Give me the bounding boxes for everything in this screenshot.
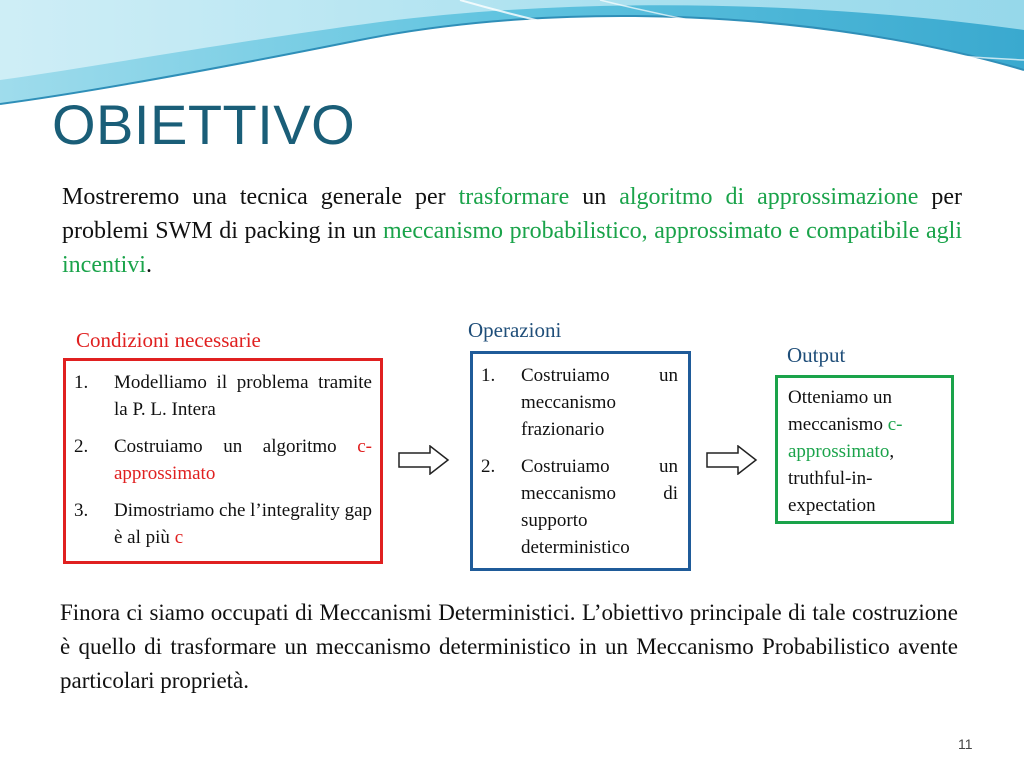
list-item-text: Costruiamo un meccanismo di supporto deterministico xyxy=(521,456,678,558)
output-box xyxy=(775,375,954,524)
list-item xyxy=(74,497,372,551)
list-item-number: 2. xyxy=(481,456,496,477)
intro-text-2: un xyxy=(569,184,620,210)
intro-text-3: per problemi SWM di packing in un xyxy=(62,184,962,244)
intro-paragraph xyxy=(62,180,962,282)
output-label: Output xyxy=(787,343,846,367)
list-item-number: 2. xyxy=(74,436,89,457)
operations-list xyxy=(481,362,678,561)
conditions-box xyxy=(63,358,383,564)
conditions-label: Condizioni necessarie xyxy=(76,328,261,352)
output-text-2: , truthful-in-expectation xyxy=(788,441,895,516)
output-text-1: Otteniamo un meccanismo xyxy=(788,387,892,435)
intro-highlight-trasformare: trasformare xyxy=(458,184,570,210)
list-item-body: Dimostriamo che l’integrality gap è al più xyxy=(114,500,373,548)
list-item-text xyxy=(114,433,372,487)
output-accent: c-approssimato xyxy=(788,414,903,462)
intro-text-1: Mostreremo una tecnica generale per xyxy=(62,184,459,210)
operations-box xyxy=(470,351,691,571)
intro-highlight-meccanismo: meccanismo probabilistico, approssimato e compatibile agli incentivi xyxy=(62,218,962,278)
page-number: 11 xyxy=(958,736,973,752)
list-item-number: 1. xyxy=(74,372,89,393)
arrow-right-icon xyxy=(706,445,758,475)
arrow-right-icon xyxy=(398,445,450,475)
list-item-number: 1. xyxy=(481,365,496,386)
conditions-list xyxy=(74,369,372,551)
list-item-text xyxy=(114,369,372,423)
list-item-text: Costruiamo un meccanismo frazionario xyxy=(521,365,678,440)
list-item-accent: c-approssimato xyxy=(114,436,372,484)
list-item xyxy=(481,362,678,443)
list-item-accent: c xyxy=(174,527,184,548)
intro-highlight-algoritmo: algoritmo di approssimazione xyxy=(619,184,919,210)
intro-text-4: . xyxy=(145,252,152,278)
operations-label: Operazioni xyxy=(468,318,562,342)
list-item-text xyxy=(114,497,372,551)
closing-paragraph: Finora ci siamo occupati di Meccanismi Deterministici. L’obiettivo principale di tale costruzione è quello di trasformare un meccanismo deterministico in un Meccanismo Probabilistico avente particolari proprietà. xyxy=(60,600,958,693)
list-item-number: 3. xyxy=(74,500,89,521)
list-item xyxy=(481,453,678,561)
list-item xyxy=(74,369,372,423)
list-item-body: Modelliamo il problema tramite la P. L. Intera xyxy=(114,372,372,420)
slide-title: OBIETTIVO xyxy=(52,93,356,156)
list-item xyxy=(74,433,372,487)
list-item-body: Costruiamo un algoritmo xyxy=(114,436,358,457)
